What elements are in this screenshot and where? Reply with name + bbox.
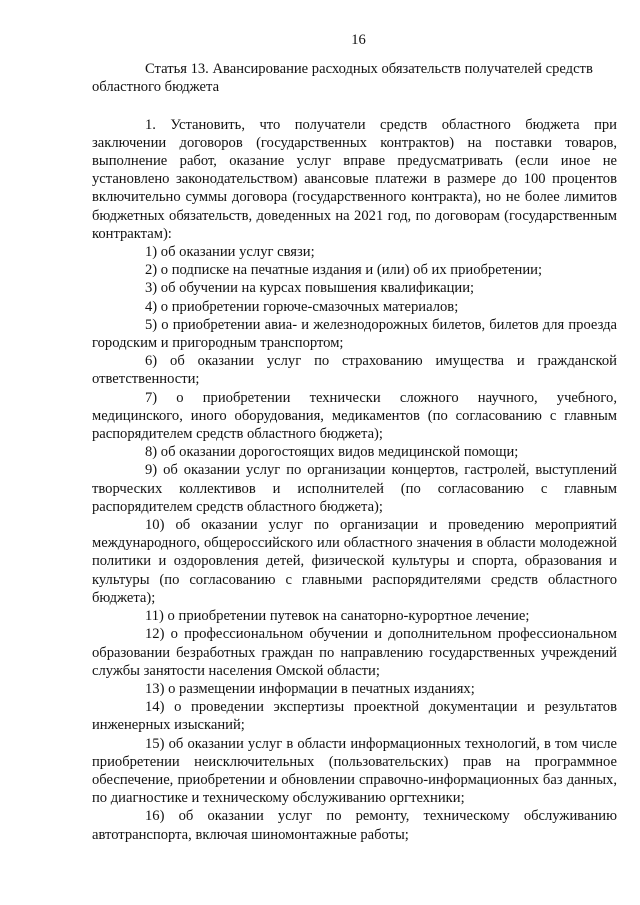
list-item: 12) о профессиональном обучении и дополнительном профессиональном образовании безработных граждан по направлению государственных учреждений службы занятости населения Омской области; bbox=[92, 626, 617, 679]
list-item: 9) об оказании услуг по организации концертов, гастролей, выступлений творческих коллективов и исполнителей (по согласованию с главным распорядителем средств областного бюджета); bbox=[92, 462, 617, 515]
list-item: 15) об оказании услуг в области информационных технологий, в том числе приобретении неисключительных (пользовательских) прав на программное обеспечение, приобретении и обновлении справочно-информационных баз данных, по диагностике и техническому обслуживанию оргтехники; bbox=[92, 735, 617, 807]
list-item: 6) об оказании услуг по страхованию имущества и гражданской ответственности; bbox=[92, 353, 617, 388]
list-item: 1) об оказании услуг связи; bbox=[145, 244, 315, 261]
list-item: 13) о размещении информации в печатных изданиях; bbox=[145, 680, 475, 697]
list-item: 2) о подписке на печатные издания и (или) об их приобретении; bbox=[145, 262, 543, 279]
list-item: 11) о приобретении путевок на санаторно-курортное лечение; bbox=[145, 608, 530, 625]
list-item: 7) о приобретении технически сложного научного, учебного, медицинского, иного оборудования, медикаментов (по согласованию с главным распорядителем средств областного бюджета); bbox=[92, 389, 617, 443]
article-title: Статья 13. Авансирование расходных обязательств получателей средств областного бюджета bbox=[92, 61, 593, 96]
list-item: 14) о проведении экспертизы проектной документации и результатов инженерных изысканий; bbox=[92, 699, 617, 734]
paragraph-1: 1. Установить, что получатели средств областного бюджета при заключении договоров (государственных контрактов) на поставки товаров, выполнение работ, оказание услуг вправе предусматривать (если иное не установлено законодательством) авансовые платежи в размере до 100 процентов включительно суммы договора (государственного контракта), но не более лимитов бюджетных обязательств, доведенных на 2021 год, по договорам (государственным контрактам): bbox=[92, 116, 617, 242]
list-item: 4) о приобретении горюче-смазочных материалов; bbox=[145, 298, 459, 315]
page-number: 16 bbox=[351, 32, 366, 48]
list-item: 3) об обучении на курсах повышения квалификации; bbox=[145, 280, 475, 297]
list-item: 10) об оказании услуг по организации и проведению мероприятий международного, общероссийского или областного значения в области молодежной политики и оздоровления детей, физической культуры и спорта, образования и культуры (по согласованию с главными распорядителями средств областного бюджета); bbox=[92, 517, 617, 606]
list-item: 8) об оказании дорогостоящих видов медицинской помощи; bbox=[145, 444, 519, 461]
contract-items-list bbox=[92, 243, 617, 844]
list-item: 16) об оказании услуг по ремонту, техническому обслуживанию автотранспорта, включая шиномонтажные работы; bbox=[92, 808, 617, 843]
list-item: 5) о приобретении авиа- и железнодорожных билетов, билетов для проезда городским и пригородным транспортом; bbox=[92, 316, 617, 352]
